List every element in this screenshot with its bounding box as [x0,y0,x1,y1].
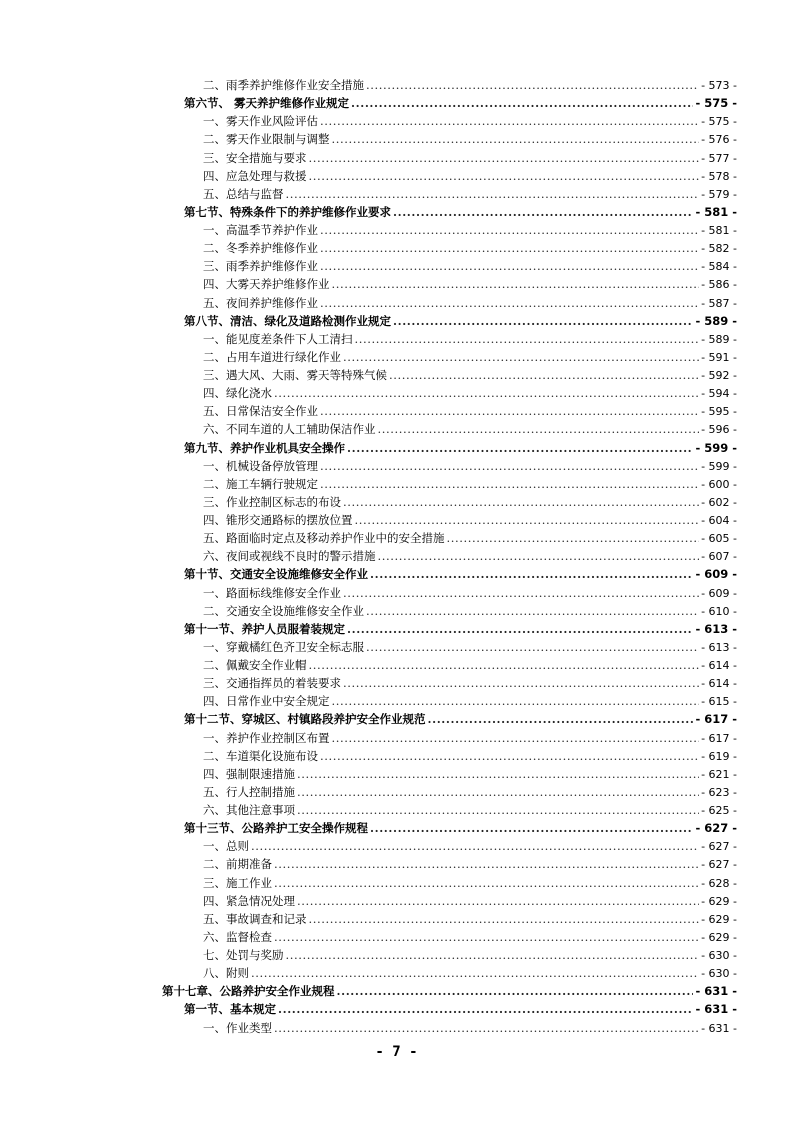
toc-entry-page: - 627 - [701,840,737,854]
toc-entry-label: 四、绿化浇水 [203,386,272,401]
toc-dot-leader [447,529,700,547]
toc-entry-page: - 631 - [695,984,737,999]
toc-dot-leader [251,964,699,982]
toc-subsection-entry[interactable] [0,384,793,402]
toc-dot-leader [337,982,694,1000]
toc-entry-label: 第七节、特殊条件下的养护维修作业要求 [184,204,391,219]
toc-entry-label: 二、佩戴安全作业帽 [203,658,307,672]
toc-entry-page: - 613 - [695,621,737,636]
toc-entry-line [203,692,737,710]
toc-entry-label: 四、大雾天养护维修作业 [203,277,330,292]
toc-entry-label: 三、作业控制区标志的布设 [203,494,341,509]
toc-entry-line [203,76,737,94]
toc-dot-leader [320,457,699,475]
toc-entry-label: 第八节、清洁、绿化及道路检测作业规定 [184,313,391,328]
toc-entry-label: 四、紧急情况处理 [203,893,295,908]
toc-entry-page: - 577 - [701,151,737,165]
toc-dot-leader [332,692,700,710]
toc-dot-leader [378,420,700,438]
toc-dot-leader [393,203,693,221]
toc-entry-line [203,674,737,692]
toc-subsection-entry[interactable] [0,964,793,982]
toc-subsection-entry[interactable] [0,584,793,602]
toc-entry-line [203,402,737,420]
toc-entry-line [184,94,737,112]
toc-entry-label: 第九节、养护作业机具安全操作 [184,440,345,455]
toc-dot-leader [389,366,699,384]
toc-entry-page: - 599 - [701,459,737,473]
toc-entry-label: 四、强制限速措施 [203,766,295,781]
toc-entry-line [203,348,737,366]
toc-entry-label: 第一节、基本规定 [184,1002,276,1017]
toc-subsection-entry[interactable] [0,801,793,819]
toc-entry-label: 五、日常保洁安全作业 [203,404,318,419]
toc-entry-line [184,439,737,457]
toc-entry-label: 一、机械设备停放管理 [203,458,318,473]
toc-subsection-entry[interactable] [0,149,793,167]
toc-subsection-entry[interactable] [0,239,793,257]
toc-entry-label: 第十节、交通安全设施维修安全作业 [184,567,368,582]
toc-entry-label: 二、车道渠化设施布设 [203,748,318,763]
toc-entry-page: - 575 - [695,96,737,111]
toc-entry-page: - 613 - [701,640,737,654]
toc-subsection-entry[interactable] [0,674,793,692]
toc-entry-line [203,837,737,855]
toc-entry-line [184,312,737,330]
toc-subsection-entry[interactable] [0,493,793,511]
toc-entry-label: 一、能见度差条件下人工清扫 [203,331,353,346]
toc-entry-page: - 607 - [701,550,737,564]
toc-entry-line [203,928,737,946]
toc-entry-page: - 625 - [701,804,737,817]
toc-entry-page: - 582 - [701,242,737,256]
table-of-contents [0,76,793,1037]
toc-dot-leader [393,312,693,330]
toc-entry-page: - 581 - [701,224,737,237]
toc-entry-label: 二、前期准备 [203,857,272,872]
toc-entry-label: 三、遇大风、大雨、雾天等特殊气候 [203,368,387,382]
toc-dot-leader [274,855,699,873]
toc-dot-leader [366,638,699,656]
toc-subsection-entry[interactable] [0,221,793,239]
toc-entry-page: - 592 - [701,369,737,382]
toc-entry-line [203,239,737,257]
toc-entry-label: 六、监督检查 [203,929,272,944]
toc-entry-line [184,819,737,837]
toc-subsection-entry[interactable] [0,185,793,203]
toc-entry-page: - 628 - [701,876,737,890]
toc-entry-label: 二、交通安全设施维修安全作业 [203,603,364,618]
toc-entry-line [203,892,737,910]
toc-section-entry[interactable] [0,565,793,583]
toc-entry-page: - 631 - [695,1002,737,1017]
toc-entry-label: 五、事故调查和记录 [203,911,307,926]
toc-entry-label: 第六节、 雾天养护维修作业规定 [184,96,350,111]
toc-entry-line [203,149,737,167]
toc-entry-line [203,874,737,892]
toc-subsection-entry[interactable] [0,638,793,656]
toc-entry-line [203,729,737,747]
toc-subsection-entry[interactable] [0,457,793,475]
toc-dot-leader [286,185,700,203]
toc-entry-line [203,330,737,348]
toc-entry-page: - 596 - [701,423,737,437]
toc-section-entry[interactable] [0,710,793,728]
toc-dot-leader [320,257,699,275]
toc-entry-line [203,747,737,765]
toc-entry-label: 一、路面标线维修安全作业 [203,585,341,600]
toc-entry-line [203,783,737,801]
toc-entry-line [203,257,737,275]
toc-subsection-entry[interactable] [0,275,793,293]
toc-entry-label: 八、附则 [203,966,249,981]
toc-dot-leader [309,149,700,167]
toc-entry-label: 一、高温季节养护作业 [203,223,318,237]
toc-dot-leader [320,221,699,239]
toc-entry-line [203,765,737,783]
toc-subsection-entry[interactable] [0,511,793,529]
toc-entry-line [203,457,737,475]
toc-entry-line [203,112,737,130]
toc-dot-leader [320,475,699,493]
toc-entry-page: - 609 - [695,567,737,582]
toc-entry-page: - 615 - [701,695,737,709]
toc-entry-page: - 589 - [695,313,737,328]
toc-subsection-entry[interactable] [0,348,793,366]
toc-dot-leader [297,765,699,783]
toc-dot-leader [320,239,699,257]
toc-entry-label: 第十三节、公路养护工安全操作规程 [184,821,368,836]
toc-subsection-entry[interactable] [0,330,793,348]
toc-dot-leader [320,747,699,765]
toc-section-entry[interactable] [0,439,793,457]
toc-entry-label: 四、日常作业中安全规定 [203,694,330,709]
toc-subsection-entry[interactable] [0,167,793,185]
toc-entry-page: - 614 - [701,677,737,691]
toc-entry-line [203,185,737,203]
toc-entry-label: 一、总则 [203,839,249,854]
toc-entry-label: 七、处罚与奖励 [203,948,284,962]
toc-entry-page: - 614 - [701,659,737,672]
toc-entry-line [203,275,737,293]
toc-subsection-entry[interactable] [0,76,793,94]
toc-entry-line [203,547,737,565]
toc-entry-label: 三、安全措施与要求 [203,150,307,165]
toc-entry-label: 四、应急处理与救援 [203,168,307,183]
toc-entry-line [184,203,737,221]
toc-dot-leader [370,819,693,837]
toc-entry-label: 五、总结与监督 [203,186,284,201]
toc-dot-leader [347,620,693,638]
toc-dot-leader [274,1019,699,1037]
toc-entry-line [203,855,737,873]
toc-entry-line [203,221,737,239]
toc-entry-label: 五、夜间养护维修作业 [203,295,318,310]
toc-entry-label: 第十一节、养护人员服着装规定 [184,621,345,636]
toc-entry-page: - 599 - [695,440,737,455]
toc-dot-leader [286,946,700,964]
toc-entry-line [203,801,737,819]
toc-dot-leader [366,76,699,94]
toc-dot-leader [378,547,700,565]
toc-entry-line [203,366,737,384]
toc-chapter-entry[interactable] [0,982,793,1000]
toc-dot-leader [251,837,699,855]
toc-dot-leader [309,656,700,674]
toc-entry-page: - 584 - [701,260,737,274]
toc-section-entry[interactable] [0,312,793,330]
toc-entry-label: 五、行人控制措施 [203,784,295,799]
toc-entry-page: - 617 - [701,731,737,745]
toc-subsection-entry[interactable] [0,892,793,910]
toc-entry-line [203,638,737,656]
toc-subsection-entry[interactable] [0,928,793,946]
toc-entry-page: - 627 - [701,858,737,872]
toc-section-entry[interactable] [0,819,793,837]
toc-entry-line [203,584,737,602]
toc-dot-leader [428,710,694,728]
toc-entry-label: 六、不同车道的人工辅助保洁作业 [203,422,376,437]
toc-dot-leader [366,602,699,620]
toc-dot-leader [370,565,693,583]
toc-entry-line [203,1019,737,1037]
toc-entry-page: - 575 - [701,115,737,129]
toc-entry-line [203,130,737,148]
toc-subsection-entry[interactable] [0,529,793,547]
toc-dot-leader [347,439,693,457]
toc-entry-line [184,710,737,728]
toc-dot-leader [355,330,700,348]
toc-subsection-entry[interactable] [0,547,793,565]
toc-subsection-entry[interactable] [0,837,793,855]
toc-dot-leader [274,874,699,892]
toc-subsection-entry[interactable] [0,656,793,674]
toc-entry-page: - 627 - [695,821,737,836]
toc-entry-label: 一、穿戴橘红色齐卫安全标志服 [203,639,364,654]
toc-entry-line [203,493,737,511]
toc-entry-page: - 573 - [701,79,737,92]
toc-subsection-entry[interactable] [0,602,793,620]
toc-entry-page: - 594 - [701,387,737,401]
toc-subsection-entry[interactable] [0,420,793,438]
toc-entry-line [184,620,737,638]
toc-subsection-entry[interactable] [0,729,793,747]
toc-subsection-entry[interactable] [0,783,793,801]
toc-subsection-entry[interactable] [0,910,793,928]
toc-subsection-entry[interactable] [0,946,793,964]
toc-entry-label: 一、作业类型 [203,1020,272,1035]
toc-section-entry[interactable] [0,620,793,638]
toc-entry-line [203,529,737,547]
toc-entry-line [203,946,737,964]
toc-dot-leader [297,801,699,819]
toc-entry-label: 二、占用车道进行绿化作业 [203,349,341,364]
toc-entry-label: 三、交通指挥员的着装要求 [203,676,341,691]
toc-subsection-entry[interactable] [0,747,793,765]
toc-subsection-entry[interactable] [0,855,793,873]
toc-subsection-entry[interactable] [0,130,793,148]
toc-subsection-entry[interactable] [0,765,793,783]
toc-entry-label: 四、锥形交通路标的摆放位置 [203,513,353,527]
toc-dot-leader [343,348,699,366]
toc-entry-page: - 630 - [701,949,737,962]
toc-dot-leader [278,1000,693,1018]
toc-subsection-entry[interactable] [0,366,793,384]
toc-entry-label: 三、施工作业 [203,875,272,890]
toc-entry-label: 三、雨季养护维修作业 [203,259,318,274]
toc-entry-page: - 619 - [701,749,737,763]
toc-entry-page: - 610 - [701,604,737,618]
toc-entry-label: 第十二节、穿城区、村镇路段养护安全作业规范 [184,712,426,727]
toc-entry-line [203,384,737,402]
toc-subsection-entry[interactable] [0,294,793,312]
toc-entry-page: - 578 - [701,169,737,183]
toc-entry-line [203,475,737,493]
toc-entry-page: - 579 - [701,187,737,201]
toc-dot-leader [274,384,699,402]
toc-dot-leader [309,167,700,185]
toc-entry-page: - 605 - [701,532,737,546]
toc-dot-leader [297,783,699,801]
toc-entry-page: - 576 - [701,133,737,147]
toc-entry-page: - 623 - [701,785,737,799]
toc-entry-line [203,656,737,674]
toc-entry-label: 一、雾天作业风险评估 [203,114,318,129]
toc-entry-page: - 629 - [701,912,737,926]
toc-entry-page: - 609 - [701,586,737,600]
toc-entry-label: 二、冬季养护维修作业 [203,241,318,256]
toc-entry-line [184,1000,737,1018]
toc-entry-line [203,910,737,928]
toc-dot-leader [320,112,699,130]
toc-entry-page: - 589 - [701,332,737,346]
toc-entry-line [203,294,737,312]
toc-entry-line [203,964,737,982]
toc-entry-line [203,511,737,529]
toc-entry-page: - 621 - [701,767,737,781]
toc-subsection-entry[interactable] [0,692,793,710]
toc-entry-label: 一、养护作业控制区布置 [203,730,330,745]
toc-entry-page: - 617 - [695,712,737,727]
toc-subsection-entry[interactable] [0,112,793,130]
toc-section-entry[interactable] [0,94,793,112]
toc-section-entry[interactable] [0,1000,793,1018]
toc-dot-leader [274,928,699,946]
toc-subsection-entry[interactable] [0,1019,793,1037]
toc-dot-leader [355,511,700,529]
toc-entry-page: - 600 - [701,477,737,491]
toc-entry-page: - 630 - [701,967,737,981]
toc-entry-line [203,167,737,185]
toc-entry-page: - 586 - [701,278,737,292]
toc-entry-page: - 587 - [701,296,737,310]
toc-subsection-entry[interactable] [0,257,793,275]
toc-entry-label: 二、雾天作业限制与调整 [203,132,330,147]
toc-entry-page: - 631 - [701,1021,737,1035]
toc-subsection-entry[interactable] [0,475,793,493]
toc-dot-leader [351,94,693,112]
toc-entry-label: 二、雨季养护维修作业安全措施 [203,78,364,92]
toc-entry-page: - 629 - [701,894,737,908]
toc-dot-leader [343,674,699,692]
page-number: - 7 - [375,1044,418,1060]
toc-entry-label: 六、夜间或视线不良时的警示措施 [203,549,376,564]
toc-entry-page: - 591 - [701,350,737,364]
toc-entry-page: - 604 - [701,514,737,527]
toc-dot-leader [343,493,699,511]
toc-entry-line [203,602,737,620]
toc-dot-leader [332,275,700,293]
toc-entry-page: - 629 - [701,930,737,944]
toc-dot-leader [309,910,700,928]
toc-dot-leader [297,892,699,910]
toc-dot-leader [320,294,699,312]
toc-dot-leader [320,402,699,420]
toc-dot-leader [343,584,699,602]
toc-entry-page: - 595 - [701,405,737,419]
toc-entry-line [162,982,737,1000]
toc-entry-label: 二、施工车辆行驶规定 [203,476,318,491]
toc-entry-page: - 581 - [695,204,737,219]
toc-entry-line [203,420,737,438]
toc-dot-leader [332,130,700,148]
toc-subsection-entry[interactable] [0,874,793,892]
toc-entry-label: 五、路面临时定点及移动养护作业中的安全措施 [203,531,445,546]
toc-entry-line [184,565,737,583]
toc-dot-leader [332,729,700,747]
toc-subsection-entry[interactable] [0,402,793,420]
toc-entry-label: 六、其他注意事项 [203,803,295,817]
toc-section-entry[interactable] [0,203,793,221]
toc-entry-label: 第十七章、公路养护安全作业规程 [162,984,335,999]
toc-entry-page: - 602 - [701,495,737,509]
